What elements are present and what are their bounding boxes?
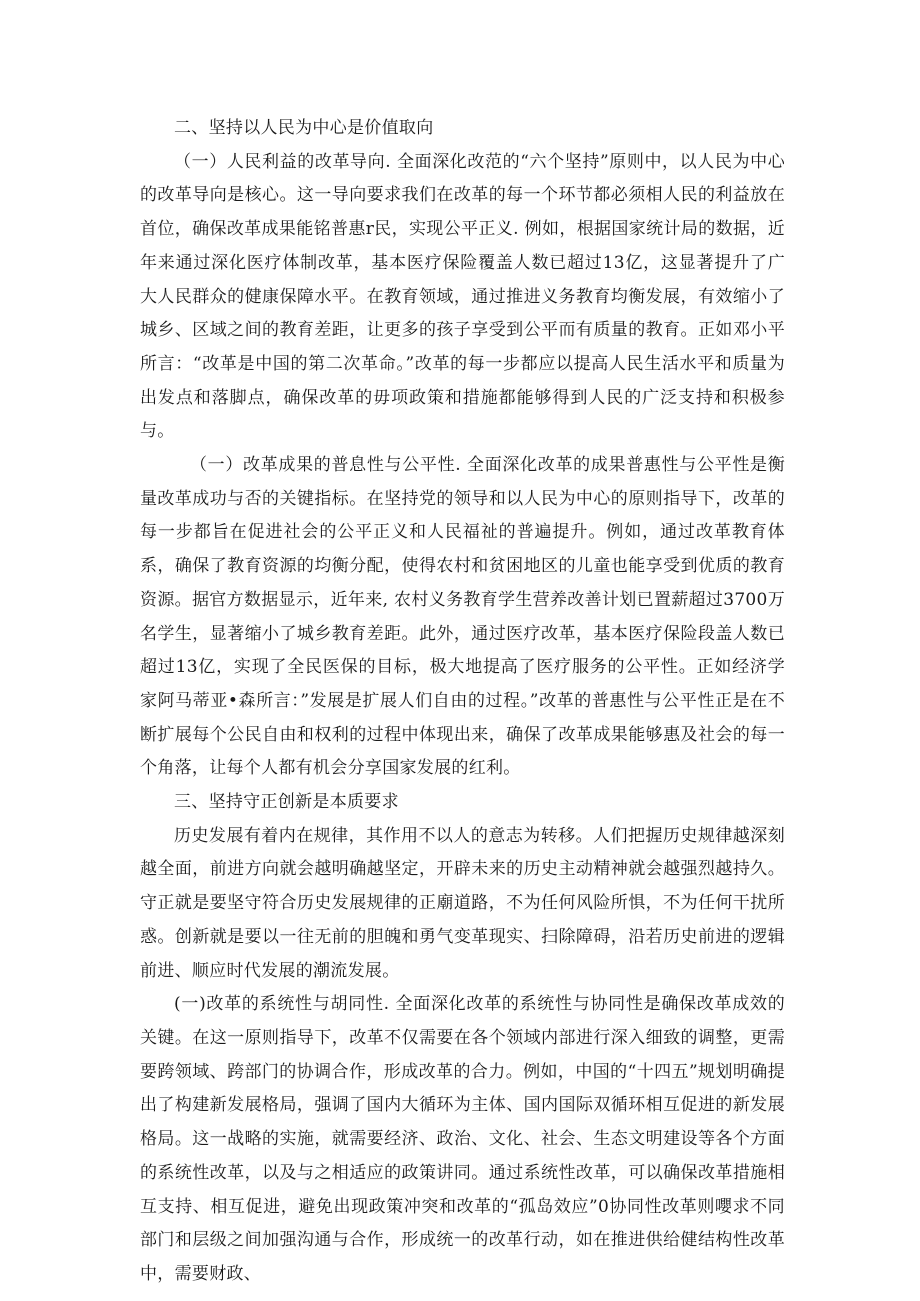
paragraph-systemic-reform: (一)改革的系统性与胡同性. 全面深化改革的系统性与协同性是确保改革成效的关键。在这一原则指导下，改革不仅需要在各个领域内部进行深入细致的调整，更需要跨领域、跨部门的协调合作，形成改革的合力。例如，中国的“十四五”规划明确提出了构建新发展格局，强调了国内大循环为主体、国内国际双循环相互促进的新发展格局。这一战略的实施，就需要经济、政治、文化、社会、生态文明建设等各个方面的系统性改革，以及与之相适应的政策讲同。通过系统性改革，可以确保改革措施相互支持、相互促进，避免出现政策冲突和改革的“孤岛效应”0协同性改革则嚶求不同部门和层级之间加强沟通与合作，形成统一的改革行动，如在推进供给健结构性改革中，需要财政、 [140,994,785,1284]
paragraph-people-interest: （一）人民利益的改革导向. 全面深化改范的“六个坚持”原则中，以人民为中心的改革导向是核心。这一导向要求我们在改革的每一个环节都必须相人民的利益放在首位，确保改革成果能铭普惠r民，实现公平正义. 例如，根据国家统计局的数据，近年来通过深化医疗体制改革，基本医疗保险覆盖人数已超过13亿，这显著提升了广大人民群众的健康保障水平。在教育领域，通过推进义务教育均衡发展，有效缩小了城乡、区域之间的教育差距，让更多的孩子享受到公平而有质量的教育。正如邓小平所言：“改革是中国的第二次革命。”改革的每一步都应以提高人民生活水平和质量为出发点和落脚点，确保改革的毋项政策和措施都能够得到人民的广泛支持和积极参与。 [140,151,785,442]
section-heading-2: 二、坚持以人民为中心是价值取向 [174,118,434,138]
section-heading-3: 三、坚持守正创新是本质要求 [174,792,399,813]
paragraph-history-law: 历史发展有着内在规律，其作用不以人的意志为转移。人们把握历史规律越深刻越全面，前进方向就会越明确越坚定，开辟未来的历史主动精神就会越强烈越持久。守正就是要坚守符合历史发展规律的正廟道路，不为任何风险所惧，不为任何干扰所惑。创新就是要以一往无前的胆魄和勇气变革现实、扫除障碍，沿若历史前进的逻辑前进、顺应时代发展的潮流发展。 [140,825,785,981]
paragraph-reform-fairness: （一）改革成果的普息性与公平性. 全面深化改革的成果普惠性与公平性是衡量改革成功与否的关键指标。在坚持党的领导和以人民为中心的原则指导下，改革的每一步都旨在促进社会的公平正义和人民福祉的普遍提升。例如，通过改革教育体系，确保了教育资源的均衡分配，使得农村和贫困地区的儿童也能享受到优质的教育资源。据官方数据显示，近年来, 农村义务教育学生营养改善计划已置薪超过3700万名学生，显著缩小了城乡教育差距。此外，通过医疗改革，基本医疗保险段盖人数已超过13亿，实现了全民医保的目标，极大地提高了医疗服务的公平性。正如经济学家阿马蒂亚•森所言：”发展是扩展人们自由的过程。”改革的普惠性与公平性正是在不断扩展每个公民自由和权利的过程中体现出来，确保了改革成果能够惠及社会的每一个角落，让每个人都有机会分享国家发展的红利。 [140,455,785,779]
document-page [140,112,785,1292]
